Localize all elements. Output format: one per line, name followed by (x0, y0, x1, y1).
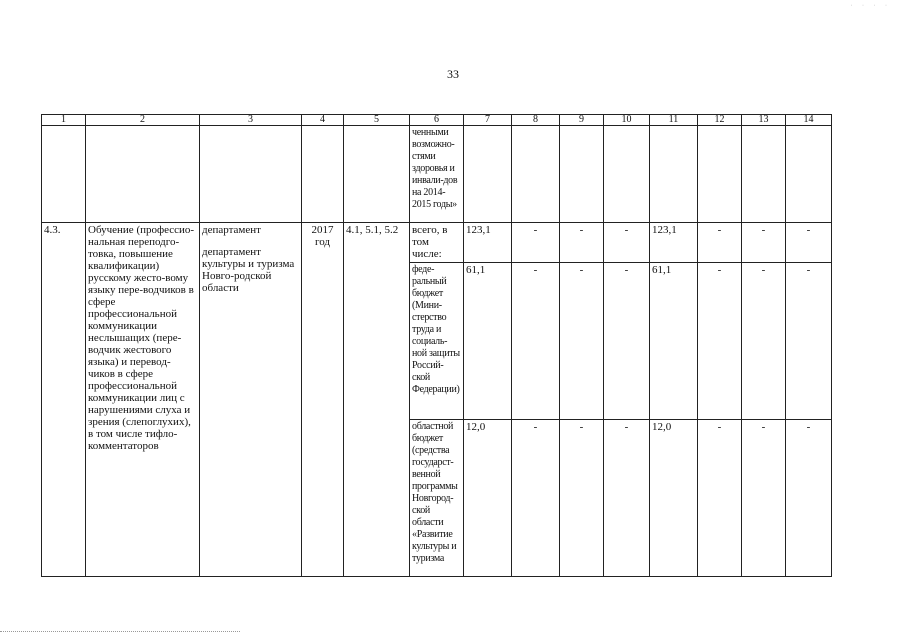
cell-value: 123,1 (650, 223, 698, 263)
cell-value: - (742, 420, 786, 577)
scan-artifact: · · · · (850, 3, 891, 9)
cell-value: - (742, 223, 786, 263)
program-table (41, 114, 832, 577)
cell-indicators: 4.1, 5.1, 5.2 (344, 223, 410, 577)
col-header: 10 (604, 115, 650, 126)
executor-2: департамент культуры и туризма Новго-родской области (202, 246, 295, 294)
col-header: 4 (302, 115, 344, 126)
cell-value: 12,0 (464, 420, 512, 577)
col-header: 2 (86, 115, 200, 126)
col-header: 8 (512, 115, 560, 126)
col-header: 12 (698, 115, 742, 126)
cell-row-number: 4.3. (42, 223, 86, 577)
col-header: 14 (786, 115, 832, 126)
col-header: 6 (410, 115, 464, 126)
table-row (42, 223, 832, 263)
col-header: 9 (560, 115, 604, 126)
cell-source: феде-ральный бюджет (Мини-стерство труда и социаль-ной защиты Россий-ской Федерации) (410, 263, 464, 420)
cell-source-cont: ченными возможно-стями здоровья и инвали-дов на 2014-2015 годы» (410, 126, 464, 223)
cell-value: - (786, 420, 832, 577)
cell-value: 61,1 (464, 263, 512, 420)
cell-year: 2017 год (302, 223, 344, 577)
cell-value: 61,1 (650, 263, 698, 420)
footer-divider (0, 631, 240, 632)
executor-1: департамент (202, 224, 261, 236)
cell-value: - (512, 263, 560, 420)
cell-value: - (698, 223, 742, 263)
cell-value: - (604, 420, 650, 577)
cell-value: - (698, 420, 742, 577)
col-header: 3 (200, 115, 302, 126)
cell-value: - (604, 223, 650, 263)
cell-value: - (742, 263, 786, 420)
cell-source: всего, в том числе: (410, 223, 464, 263)
cell-executors (200, 223, 302, 577)
cell-source: областной бюджет (средства государст-венной программы Новгород-ской области «Развитие культуры и туризма (410, 420, 464, 577)
cell-value: - (512, 223, 560, 263)
continuation-row (42, 126, 832, 223)
cell-value: - (512, 420, 560, 577)
col-header: 13 (742, 115, 786, 126)
cell-description: Обучение (профессио-нальная переподго-товка, повышение квалификации) русскому жесто-вому языку пере-водчиков в сфере профессиональной коммуникации неслышащих (пере-водчик жестового языка) и перевод-чиков в сфере профессиональной коммуникации лиц с нарушениями слуха и зрения (слепоглухих), в том числе тифло-комментаторов (86, 223, 200, 577)
cell-value: - (786, 263, 832, 420)
cell-value: - (560, 420, 604, 577)
cell-value: - (786, 223, 832, 263)
cell-value: 123,1 (464, 223, 512, 263)
cell-value: - (604, 263, 650, 420)
cell-value: - (698, 263, 742, 420)
col-header: 5 (344, 115, 410, 126)
cell-value: - (560, 263, 604, 420)
col-header: 11 (650, 115, 698, 126)
header-row (42, 115, 832, 126)
page-number: 33 (447, 67, 459, 81)
col-header: 1 (42, 115, 86, 126)
col-header: 7 (464, 115, 512, 126)
cell-value: 12,0 (650, 420, 698, 577)
cell-value: - (560, 223, 604, 263)
